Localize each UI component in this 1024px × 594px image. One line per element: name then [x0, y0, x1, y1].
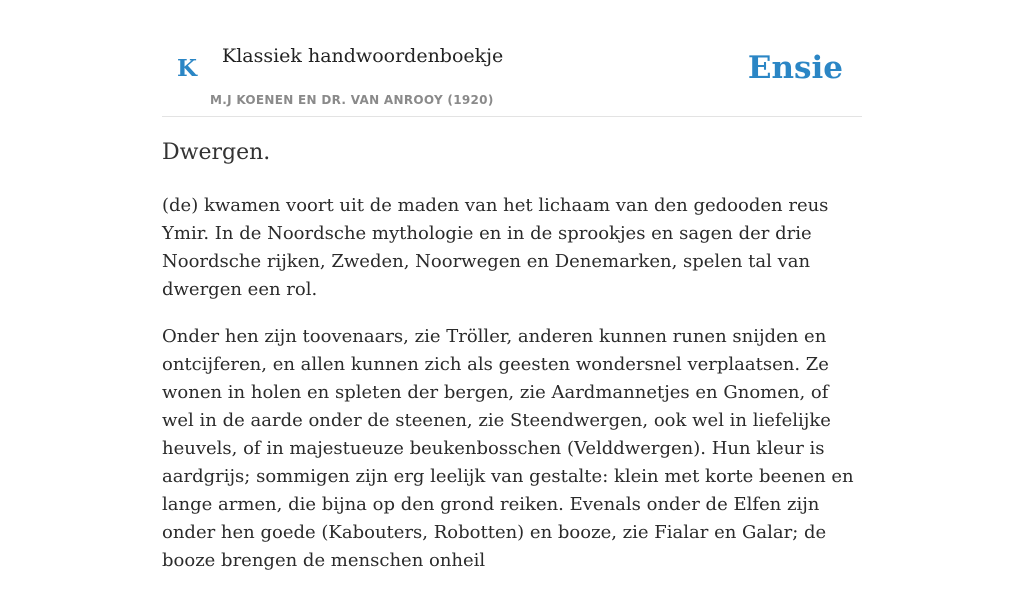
entry-paragraph: Onder hen zijn toovenaars, zie Tröller, anderen kunnen runen snijden en ontcijferen, en allen kunnen zich als geesten wondersnel verplaatsen. Ze wonen in holen en spleten der bergen, zie Aardmannetjes en Gnomen, of wel in de aarde onder de steenen, zie Steendwergen, ook wel in liefelijke heuvels, of in majestueuze beukenbosschen (Velddwergen). Hun kleur is aardgrijs; sommigen zijn erg leelijk van gestalte: klein met korte beenen en lange armen, die bijna op den grond reiken. Evenals onder de Elfen zijn onder hen goede (Kabouters, Robotten) en booze, zie Fialar en Galar; de booze brengen de menschen onheil	[162, 326, 854, 571]
brand-logo-link[interactable]: Ensie	[747, 50, 843, 86]
entry-body	[162, 192, 862, 594]
source-author: M.J KOENEN EN DR. VAN ANROOY (1920)	[210, 93, 494, 107]
entry-headword: Dwergen.	[162, 140, 271, 165]
page-container	[162, 0, 862, 571]
entry-paragraph: (de) kwamen voort uit de maden van het lichaam van den gedooden reus Ymir. In de Noordsche mythologie en in de sprookjes en sagen der drie Noordsche rijken, Zweden, Noorwegen en Denemarken, spelen tal van dwergen een rol.	[162, 195, 829, 300]
source-header	[162, 0, 862, 117]
source-logo-link[interactable]: K	[177, 55, 197, 82]
source-title-link[interactable]: Klassiek handwoordenboekje	[222, 45, 504, 67]
